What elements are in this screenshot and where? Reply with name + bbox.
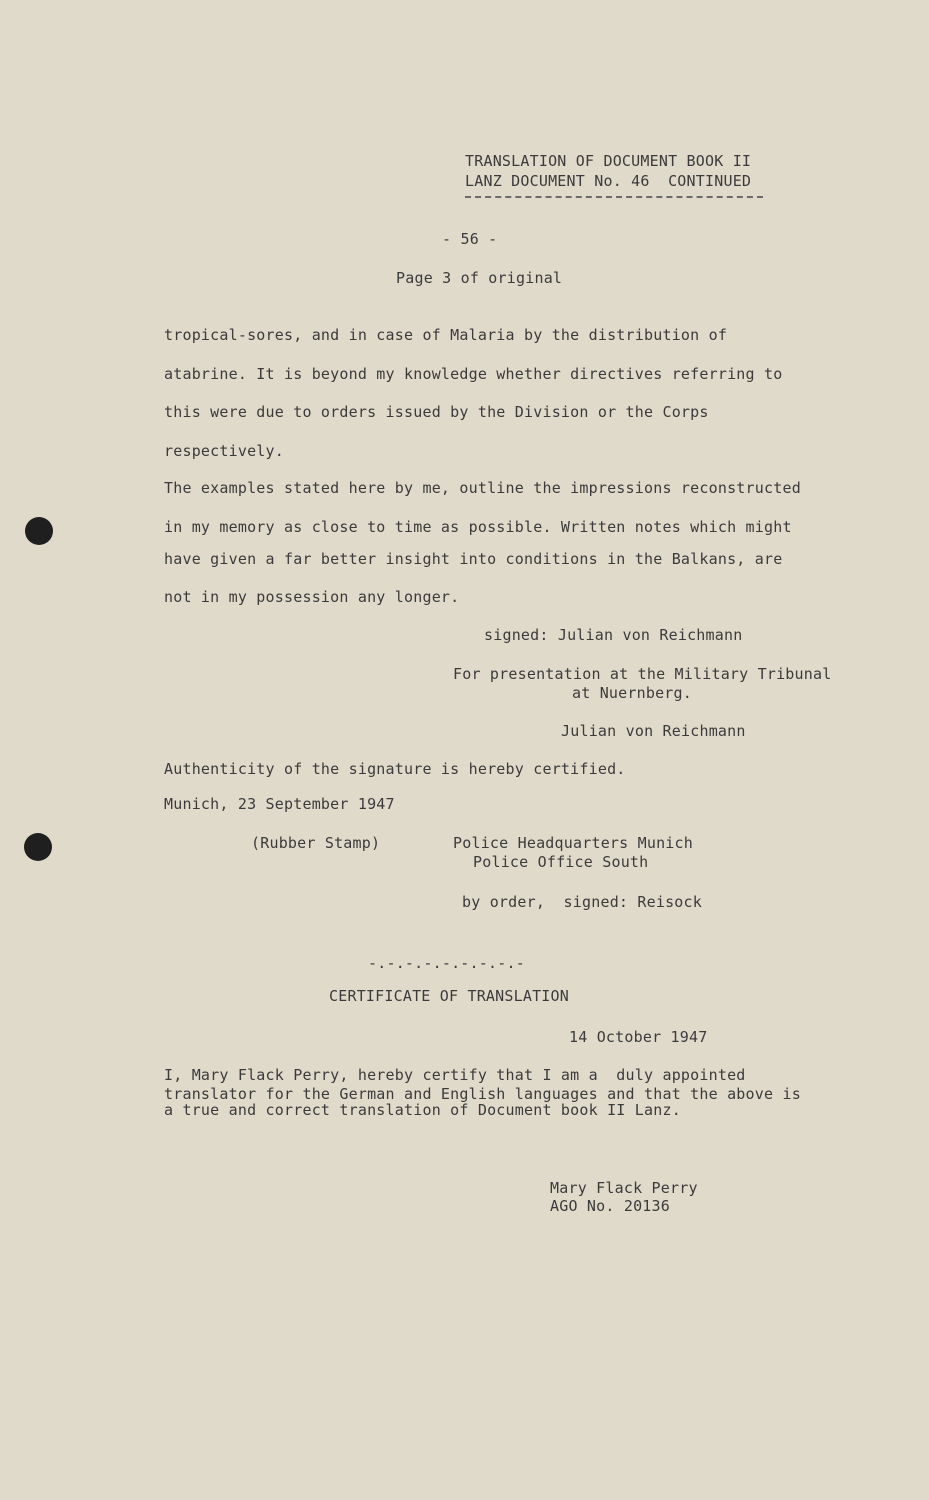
certificate-line-3: a true and correct translation of Document book II Lanz. — [164, 1101, 681, 1119]
body-line: respectively. — [164, 442, 284, 460]
certificate-line-2: translator for the German and English languages and that the above is — [164, 1085, 801, 1103]
certificate-date: 14 October 1947 — [569, 1028, 708, 1046]
punch-hole-top — [25, 517, 53, 545]
signed-line: signed: Julian von Reichmann — [484, 626, 743, 644]
police-line-2: Police Office South — [473, 853, 649, 871]
body-line: tropical-sores, and in case of Malaria by the distribution of — [164, 326, 728, 344]
certificate-line-1: I, Mary Flack Perry, hereby certify that I am a duly appointed — [164, 1066, 746, 1084]
separator: -.-.-.-.-.-.-.-.- — [368, 954, 525, 972]
presentation-line-2: at Nuernberg. — [572, 684, 692, 702]
body-line: not in my possession any longer. — [164, 588, 460, 606]
body-line: The examples stated here by me, outline the impressions reconstructed — [164, 479, 801, 497]
translator-ago: AGO No. 20136 — [550, 1197, 670, 1215]
rubber-stamp-label: (Rubber Stamp) — [251, 834, 381, 852]
certificate-title: CERTIFICATE OF TRANSLATION — [329, 987, 569, 1005]
police-line-1: Police Headquarters Munich — [453, 834, 693, 852]
body-line: have given a far better insight into conditions in the Balkans, are — [164, 550, 783, 568]
signer-name: Julian von Reichmann — [561, 722, 746, 740]
page-of-original: Page 3 of original — [396, 269, 563, 287]
body-line: this were due to orders issued by the Division or the Corps — [164, 403, 709, 421]
header-line-2: LANZ DOCUMENT No. 46 CONTINUED — [465, 172, 752, 190]
presentation-line-1: For presentation at the Military Tribunal — [453, 665, 832, 683]
page-number: - 56 - — [442, 230, 498, 248]
translator-name: Mary Flack Perry — [550, 1179, 698, 1197]
body-line: atabrine. It is beyond my knowledge whether directives referring to — [164, 365, 783, 383]
body-line: in my memory as close to time as possible. Written notes which might — [164, 518, 792, 536]
header-line-1: TRANSLATION OF DOCUMENT BOOK II — [465, 152, 752, 170]
punch-hole-bottom — [24, 833, 52, 861]
authenticity-line: Authenticity of the signature is hereby certified. — [164, 760, 626, 778]
by-order-line: by order, signed: Reisock — [462, 893, 702, 911]
header-underline — [465, 196, 763, 198]
place-date: Munich, 23 September 1947 — [164, 795, 395, 813]
